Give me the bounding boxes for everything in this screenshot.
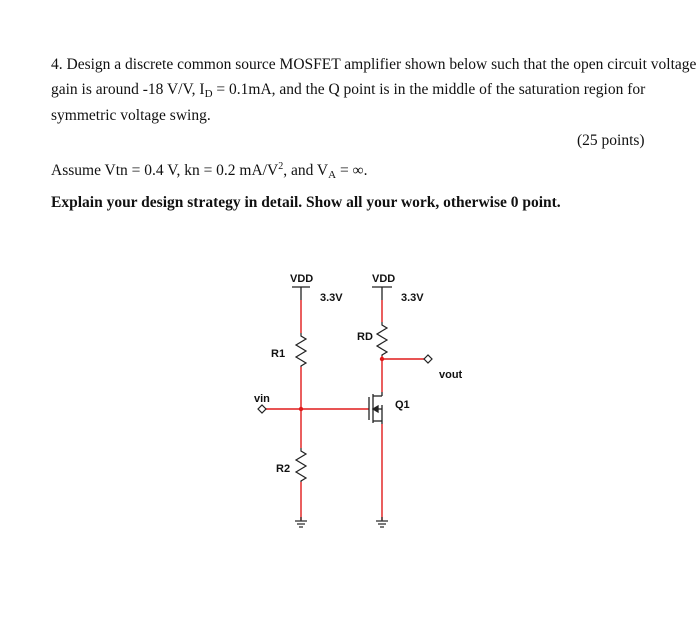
assume-pre: Assume Vtn = 0.4 V, kn = 0.2 mA/V [51,162,279,179]
points-label: (25 points) [577,132,645,149]
vout-terminal[interactable] [424,355,432,363]
vout-label: vout [439,369,463,381]
r1-resistor [296,333,306,367]
drain-junction [380,357,384,361]
problem-line-2-pre: gain is around -18 V/V, I [51,81,205,98]
vdd-right-label: VDD [372,273,396,285]
ground-left-icon [295,517,307,527]
gate-junction [299,407,303,411]
vin-terminal[interactable] [258,405,266,413]
instruction: Explain your design strategy in detail. Show all your work, otherwise 0 point. [51,194,561,211]
vdd-left-label: VDD [290,273,314,285]
assume-superscript: 2 [278,161,284,172]
rd-label: RD [357,331,373,343]
r2-label: R2 [276,463,291,475]
ground-right-icon [376,517,388,527]
problem-line-1: 4. Design a discrete common source MOSFET amplifier shown below such that the open circuit voltage [51,56,697,73]
q1-label: Q1 [395,399,410,411]
r2-resistor [296,448,306,482]
problem-line-3: symmetric voltage swing. [51,107,211,124]
r1-label: R1 [271,348,286,360]
assume-mid: , and V [283,162,329,179]
assume-post: = ∞. [336,162,368,179]
q1-mosfet [369,392,382,424]
vdd-right-value: 3.3V [401,292,424,304]
assume-subscript: A [328,169,337,181]
rd-resistor [377,322,387,356]
vin-label: vin [254,393,270,405]
q1-body-arrow [373,406,378,412]
problem-line-2-post: = 0.1mA, and the Q point is in the middle of the saturation region for [212,81,646,98]
vdd-left-value: 3.3V [320,292,343,304]
id-subscript: D [204,88,213,100]
